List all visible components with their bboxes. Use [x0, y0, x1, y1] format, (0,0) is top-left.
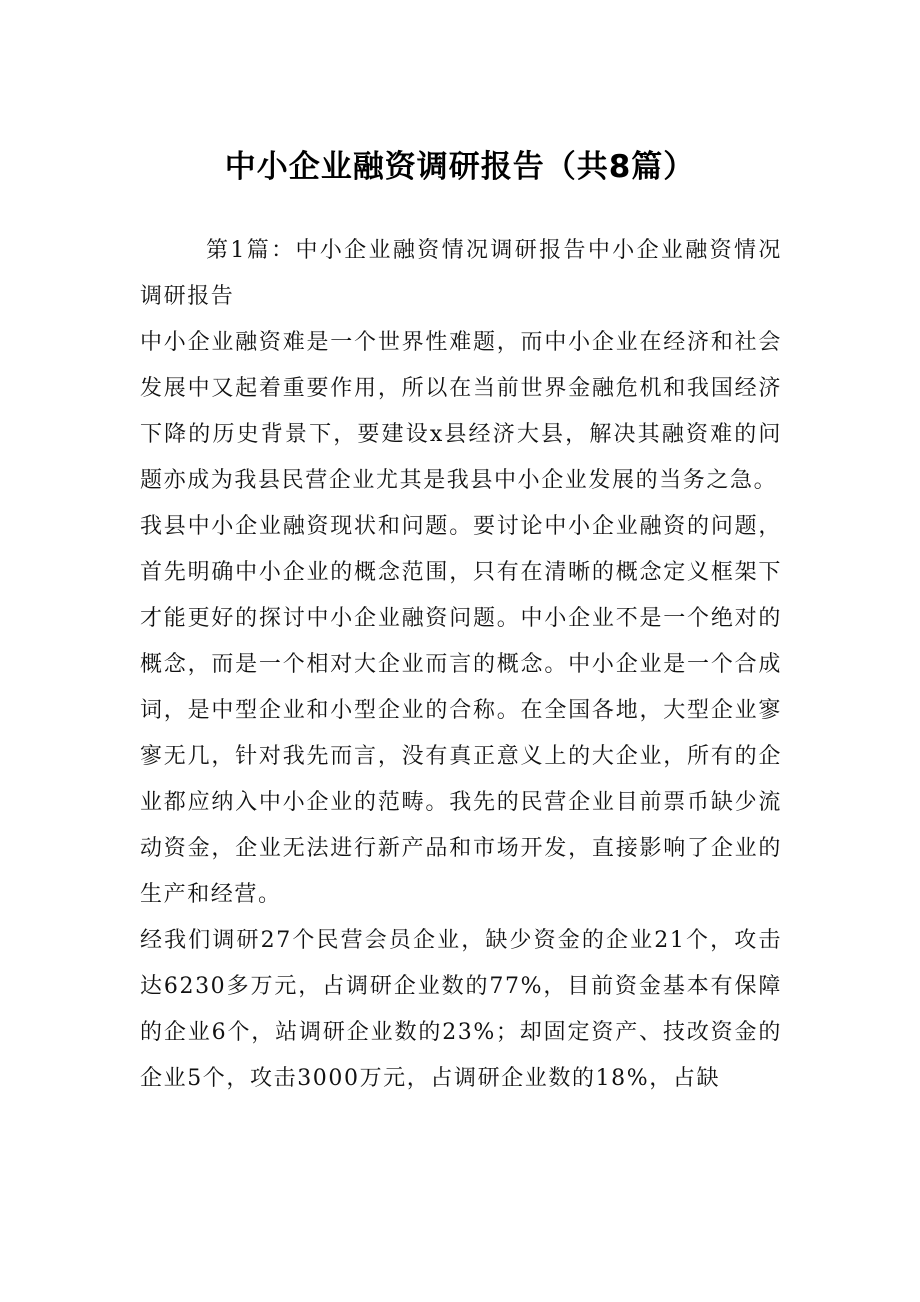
document-title: 中小企业融资调研报告（共8篇）	[224, 149, 696, 185]
document-body	[140, 228, 782, 1102]
body-paragraph: 我县中小企业融资现状和问题。要讨论中小企业融资的问题，首先明确中小企业的概念范围，只有在清晰的概念定义框架下才能更好的探讨中小企业融资问题。中小企业不是一个绝对的概念，而是一个相对大企业而言的概念。中小企业是一个合成词，是中型企业和小型企业的合称。在全国各地，大型企业寥寥无几，针对我先而言，没有真正意义上的大企业，所有的企业都应纳入中小企业的范畴。我先的民营企业目前票币缺少流动资金，企业无法进行新产品和市场开发，直接影响了企业的生产和经营。	[140, 514, 782, 907]
body-paragraph: 中小企业融资难是一个世界性难题，而中小企业在经济和社会发展中又起着重要作用，所以在当前世界金融危机和我国经济下降的历史背景下，要建设x县经济大县，解决其融资难的问题亦成为我县民营企业尤其是我县中小企业发展的当务之急。	[140, 330, 782, 493]
body-paragraph: 经我们调研27个民营会员企业，缺少资金的企业21个，攻击达6230多万元，占调研企业数的77%，目前资金基本有保障的企业6个，站调研企业数的23%；却固定资产、技改资金的企业5个，攻击3000万元，占调研企业数的18%，占缺	[140, 928, 782, 1091]
chapter-heading-paragraph: 第1篇：中小企业融资情况调研报告中小企业融资情况调研报告	[140, 238, 782, 309]
